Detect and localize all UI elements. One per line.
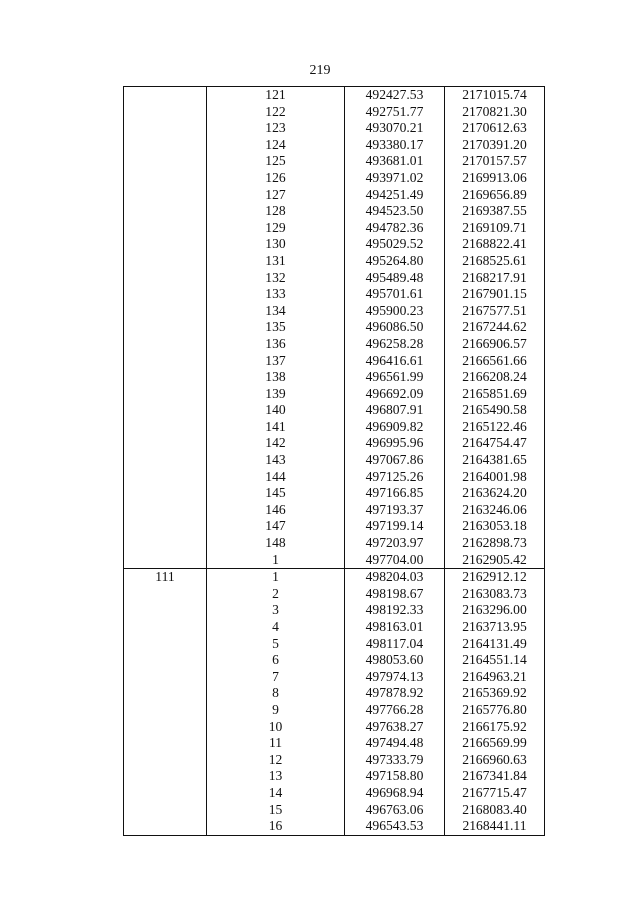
- parcel-cell: [124, 270, 207, 287]
- point-cell: 127: [207, 187, 345, 204]
- y-cell: 2165490.58: [445, 402, 545, 419]
- x-cell: 497203.97: [345, 535, 445, 552]
- parcel-cell: [124, 502, 207, 519]
- x-cell: 496909.82: [345, 419, 445, 436]
- point-cell: 125: [207, 153, 345, 170]
- parcel-cell: [124, 435, 207, 452]
- parcel-cell: [124, 685, 207, 702]
- x-cell: 498053.60: [345, 652, 445, 669]
- parcel-cell: [124, 485, 207, 502]
- parcel-cell: [124, 303, 207, 320]
- y-cell: 2165776.80: [445, 702, 545, 719]
- point-cell: 133: [207, 286, 345, 303]
- y-cell: 2165122.46: [445, 419, 545, 436]
- x-cell: 496086.50: [345, 319, 445, 336]
- table-row: [124, 652, 545, 669]
- parcel-cell: [124, 236, 207, 253]
- y-cell: 2171015.74: [445, 87, 545, 104]
- parcel-cell: [124, 669, 207, 686]
- point-cell: 4: [207, 619, 345, 636]
- point-cell: 145: [207, 485, 345, 502]
- parcel-cell: [124, 319, 207, 336]
- y-cell: 2166175.92: [445, 719, 545, 736]
- parcel-cell: [124, 719, 207, 736]
- y-cell: 2164551.14: [445, 652, 545, 669]
- y-cell: 2163246.06: [445, 502, 545, 519]
- x-cell: 497199.14: [345, 518, 445, 535]
- parcel-cell: [124, 170, 207, 187]
- table-row: [124, 319, 545, 336]
- point-cell: 16: [207, 818, 345, 835]
- y-cell: 2163083.73: [445, 586, 545, 603]
- point-cell: 147: [207, 518, 345, 535]
- y-cell: 2166960.63: [445, 752, 545, 769]
- parcel-cell: [124, 452, 207, 469]
- y-cell: 2166569.99: [445, 735, 545, 752]
- point-cell: 11: [207, 735, 345, 752]
- table-row: [124, 187, 545, 204]
- x-cell: 495264.80: [345, 253, 445, 270]
- point-cell: 10: [207, 719, 345, 736]
- point-cell: 13: [207, 768, 345, 785]
- y-cell: 2167715.47: [445, 785, 545, 802]
- point-cell: 3: [207, 602, 345, 619]
- y-cell: 2167244.62: [445, 319, 545, 336]
- y-cell: 2168441.11: [445, 818, 545, 835]
- parcel-cell: [124, 636, 207, 653]
- table-row: [124, 87, 545, 104]
- y-cell: 2169913.06: [445, 170, 545, 187]
- y-cell: 2170157.57: [445, 153, 545, 170]
- table-row: [124, 602, 545, 619]
- point-cell: 143: [207, 452, 345, 469]
- parcel-cell: [124, 619, 207, 636]
- x-cell: 494251.49: [345, 187, 445, 204]
- table-row: [124, 685, 545, 702]
- x-cell: 495900.23: [345, 303, 445, 320]
- point-cell: 146: [207, 502, 345, 519]
- parcel-cell: [124, 187, 207, 204]
- parcel-cell: [124, 253, 207, 270]
- table-row: [124, 104, 545, 121]
- y-cell: 2169387.55: [445, 203, 545, 220]
- point-cell: 9: [207, 702, 345, 719]
- y-cell: 2170821.30: [445, 104, 545, 121]
- y-cell: 2163713.95: [445, 619, 545, 636]
- x-cell: 497878.92: [345, 685, 445, 702]
- parcel-cell: [124, 586, 207, 603]
- table-row: [124, 702, 545, 719]
- point-cell: 8: [207, 685, 345, 702]
- point-cell: 14: [207, 785, 345, 802]
- table-row: [124, 802, 545, 819]
- y-cell: 2170612.63: [445, 120, 545, 137]
- x-cell: 495029.52: [345, 236, 445, 253]
- point-cell: 141: [207, 419, 345, 436]
- point-cell: 144: [207, 469, 345, 486]
- point-cell: 1: [207, 569, 345, 586]
- parcel-cell: [124, 518, 207, 535]
- parcel-cell: [124, 137, 207, 154]
- x-cell: 497494.48: [345, 735, 445, 752]
- x-cell: 497193.37: [345, 502, 445, 519]
- y-cell: 2166208.24: [445, 369, 545, 386]
- point-cell: 134: [207, 303, 345, 320]
- table-row: [124, 303, 545, 320]
- table-row: [124, 469, 545, 486]
- x-cell: 497158.80: [345, 768, 445, 785]
- x-cell: 496763.06: [345, 802, 445, 819]
- table-row: [124, 253, 545, 270]
- y-cell: 2169656.89: [445, 187, 545, 204]
- table-row: [124, 785, 545, 802]
- parcel-cell: [124, 818, 207, 835]
- point-cell: 148: [207, 535, 345, 552]
- parcel-cell: [124, 752, 207, 769]
- y-cell: 2164001.98: [445, 469, 545, 486]
- table-row: [124, 752, 545, 769]
- parcel-cell: [124, 535, 207, 552]
- parcel-cell: [124, 353, 207, 370]
- table-row: [124, 619, 545, 636]
- x-cell: 498163.01: [345, 619, 445, 636]
- parcel-cell: [124, 286, 207, 303]
- point-cell: 6: [207, 652, 345, 669]
- x-cell: 493070.21: [345, 120, 445, 137]
- table-row: [124, 502, 545, 519]
- point-cell: 123: [207, 120, 345, 137]
- point-cell: 129: [207, 220, 345, 237]
- point-cell: 5: [207, 636, 345, 653]
- x-cell: 494782.36: [345, 220, 445, 237]
- point-cell: 1: [207, 552, 345, 569]
- y-cell: 2164754.47: [445, 435, 545, 452]
- table-row: [124, 203, 545, 220]
- table-row: [124, 402, 545, 419]
- table-row: [124, 485, 545, 502]
- y-cell: 2166906.57: [445, 336, 545, 353]
- x-cell: 496995.96: [345, 435, 445, 452]
- table-row: [124, 153, 545, 170]
- parcel-cell: [124, 652, 207, 669]
- x-cell: 498192.33: [345, 602, 445, 619]
- y-cell: 2168822.41: [445, 236, 545, 253]
- point-cell: 132: [207, 270, 345, 287]
- table-row: [124, 286, 545, 303]
- y-cell: 2167901.15: [445, 286, 545, 303]
- y-cell: 2170391.20: [445, 137, 545, 154]
- x-cell: 493380.17: [345, 137, 445, 154]
- parcel-cell: [124, 785, 207, 802]
- y-cell: 2169109.71: [445, 220, 545, 237]
- table-row: [124, 669, 545, 686]
- table-row: [124, 419, 545, 436]
- point-cell: 135: [207, 319, 345, 336]
- point-cell: 12: [207, 752, 345, 769]
- x-cell: 493681.01: [345, 153, 445, 170]
- parcel-cell: [124, 386, 207, 403]
- parcel-cell: [124, 735, 207, 752]
- parcel-cell: [124, 552, 207, 569]
- parcel-cell: [124, 469, 207, 486]
- coordinates-table: [123, 86, 545, 836]
- table-row: [124, 569, 545, 586]
- x-cell: 492427.53: [345, 87, 445, 104]
- y-cell: 2162912.12: [445, 569, 545, 586]
- y-cell: 2162905.42: [445, 552, 545, 569]
- y-cell: 2168217.91: [445, 270, 545, 287]
- x-cell: 496543.53: [345, 818, 445, 835]
- point-cell: 138: [207, 369, 345, 386]
- parcel-cell: [124, 153, 207, 170]
- x-cell: 495701.61: [345, 286, 445, 303]
- x-cell: 496561.99: [345, 369, 445, 386]
- table-row: [124, 535, 545, 552]
- point-cell: 131: [207, 253, 345, 270]
- parcel-cell: [124, 104, 207, 121]
- y-cell: 2167577.51: [445, 303, 545, 320]
- page-number: 219: [309, 63, 331, 78]
- y-cell: 2167341.84: [445, 768, 545, 785]
- table-row: [124, 170, 545, 187]
- coordinates-table-body: [124, 87, 545, 836]
- point-cell: 124: [207, 137, 345, 154]
- point-cell: 122: [207, 104, 345, 121]
- x-cell: 498117.04: [345, 636, 445, 653]
- table-row: [124, 270, 545, 287]
- y-cell: 2165851.69: [445, 386, 545, 403]
- table-row: [124, 369, 545, 386]
- table-row: [124, 435, 545, 452]
- table-row: [124, 719, 545, 736]
- x-cell: 496968.94: [345, 785, 445, 802]
- parcel-cell: [124, 419, 207, 436]
- x-cell: 498204.03: [345, 569, 445, 586]
- table-row: [124, 137, 545, 154]
- x-cell: 497974.13: [345, 669, 445, 686]
- x-cell: 492751.77: [345, 104, 445, 121]
- table-row: [124, 353, 545, 370]
- y-cell: 2168083.40: [445, 802, 545, 819]
- x-cell: 496258.28: [345, 336, 445, 353]
- point-cell: 136: [207, 336, 345, 353]
- y-cell: 2162898.73: [445, 535, 545, 552]
- parcel-cell: [124, 802, 207, 819]
- x-cell: 496692.09: [345, 386, 445, 403]
- table-row: [124, 768, 545, 785]
- x-cell: 497766.28: [345, 702, 445, 719]
- parcel-cell: [124, 768, 207, 785]
- x-cell: 495489.48: [345, 270, 445, 287]
- point-cell: 140: [207, 402, 345, 419]
- point-cell: 121: [207, 87, 345, 104]
- parcel-cell: [124, 369, 207, 386]
- point-cell: 2: [207, 586, 345, 603]
- x-cell: 497333.79: [345, 752, 445, 769]
- table-row: [124, 336, 545, 353]
- table-row: [124, 518, 545, 535]
- x-cell: 497125.26: [345, 469, 445, 486]
- parcel-cell: [124, 602, 207, 619]
- y-cell: 2163053.18: [445, 518, 545, 535]
- point-cell: 7: [207, 669, 345, 686]
- x-cell: 498198.67: [345, 586, 445, 603]
- table-row: [124, 386, 545, 403]
- table-row: [124, 120, 545, 137]
- y-cell: 2164381.65: [445, 452, 545, 469]
- x-cell: 497704.00: [345, 552, 445, 569]
- y-cell: 2163296.00: [445, 602, 545, 619]
- y-cell: 2164131.49: [445, 636, 545, 653]
- y-cell: 2165369.92: [445, 685, 545, 702]
- x-cell: 494523.50: [345, 203, 445, 220]
- x-cell: 497067.86: [345, 452, 445, 469]
- point-cell: 137: [207, 353, 345, 370]
- parcel-cell: [124, 402, 207, 419]
- table-row: [124, 452, 545, 469]
- y-cell: 2166561.66: [445, 353, 545, 370]
- point-cell: 15: [207, 802, 345, 819]
- point-cell: 126: [207, 170, 345, 187]
- table-row: [124, 236, 545, 253]
- point-cell: 142: [207, 435, 345, 452]
- table-row: [124, 552, 545, 569]
- y-cell: 2164963.21: [445, 669, 545, 686]
- parcel-cell: [124, 220, 207, 237]
- parcel-cell: [124, 120, 207, 137]
- x-cell: 496416.61: [345, 353, 445, 370]
- table-row: [124, 636, 545, 653]
- parcel-cell: [124, 336, 207, 353]
- x-cell: 496807.91: [345, 402, 445, 419]
- y-cell: 2168525.61: [445, 253, 545, 270]
- x-cell: 497166.85: [345, 485, 445, 502]
- table-row: [124, 586, 545, 603]
- point-cell: 130: [207, 236, 345, 253]
- parcel-cell: [124, 203, 207, 220]
- x-cell: 493971.02: [345, 170, 445, 187]
- table-row: [124, 735, 545, 752]
- parcel-cell: 111: [124, 569, 207, 586]
- parcel-cell: [124, 87, 207, 104]
- y-cell: 2163624.20: [445, 485, 545, 502]
- point-cell: 128: [207, 203, 345, 220]
- point-cell: 139: [207, 386, 345, 403]
- x-cell: 497638.27: [345, 719, 445, 736]
- parcel-cell: [124, 702, 207, 719]
- table-row: [124, 220, 545, 237]
- table-row: [124, 818, 545, 835]
